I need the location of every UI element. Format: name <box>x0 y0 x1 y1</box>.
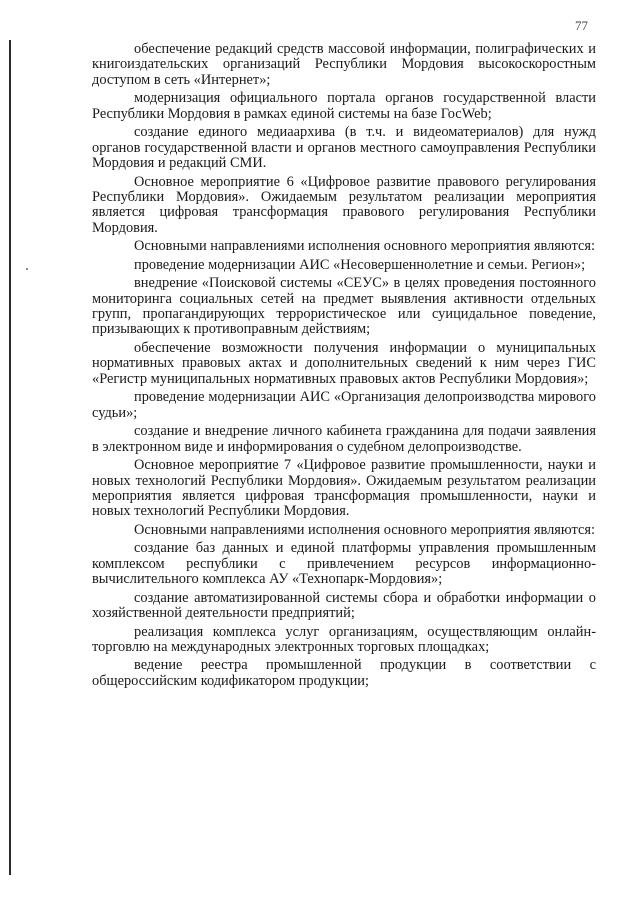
paragraph-media-archive: создание единого медиаархива (в т.ч. и видеоматериалов) для нужд органов государственной власти и органов местного самоуправления Республики Мордовия и редакций СМИ. <box>92 124 596 172</box>
paragraph-ais-judge: проведение модернизации АИС «Организация делопроизводства мирового судьи»; <box>92 389 596 421</box>
paragraph-online-trade: реализация комплекса услуг организациям, осуществляющим онлайн-торговлю на международных электронных торговых площадках; <box>92 623 596 655</box>
paragraph-industry-databases: создание баз данных и единой платформы управления промышленным комплексом республики с привлечением ресурсов информационно-вычислительного комплекса АУ «Технопарк-Мордовия»; <box>92 540 596 588</box>
paragraph-automated-system: создание автоматизированной системы сбора и обработки информации о хозяйственной деятельности предприятий; <box>92 589 596 622</box>
paragraph-directions-intro-7: Основными направлениями исполнения основного мероприятия являются: <box>134 521 595 538</box>
paragraph-product-registry: ведение реестра промышленной продукции в соответствии с общероссийским кодификатором продукции; <box>92 657 596 689</box>
paragraph-ais-minors: проведение модернизации АИС «Несовершеннолетние и семьи. Регион»; <box>134 256 586 273</box>
page-number: 77 <box>575 18 588 33</box>
paragraph-citizen-cabinet: создание и внедрение личного кабинета гражданина для подачи заявления в электронном виде и информирования о судебном делопроизводстве. <box>92 423 596 455</box>
paragraph-directions-intro-6: Основными направлениями исполнения основного мероприятия являются: <box>134 238 595 255</box>
paragraph-municipal-acts: обеспечение возможности получения информации о муниципальных нормативных правовых актах и дополнительных сведений к ним через ГИС «Регистр муниципальных нормативных правовых актов Республики Мордовия»; <box>92 339 596 387</box>
paragraph-seus-search: внедрение «Поисковой системы «СЕУС» в целях проведения постоянного мониторинга социальных сетей на предмет выявления активности отдельных групп, пропагандирующих террористическое или суицидальное поведение, призывающих к противоправным действиям; <box>92 275 596 338</box>
paragraph-measure-7: Основное мероприятие 7 «Цифровое развитие промышленности, науки и новых технологий Республики Мордовия». Ожидаемым результатом реализации мероприятия является цифровая трансформация промышленности, науки и новых технологий Республики Мордовия. <box>92 457 596 520</box>
binding-margin-line <box>9 40 11 875</box>
paragraph-media-access: обеспечение редакций средств массовой информации, полиграфических и книгоиздательских организаций Республики Мордовия высокоскоростным доступом в сеть «Интернет»; <box>92 41 596 88</box>
paragraph-portal-modernization: модернизация официального портала органов государственной власти Республики Мордовия в рамках единой системы на базе ГосWeb; <box>92 90 596 122</box>
scan-speck <box>26 268 28 270</box>
document-body <box>92 42 596 692</box>
paragraph-measure-6: Основное мероприятие 6 «Цифровое развитие правового регулирования Республики Мордовия». Ожидаемым результатом реализации мероприятия является цифровая трансформация правового регулирования Республики Мордовия. <box>92 173 596 236</box>
